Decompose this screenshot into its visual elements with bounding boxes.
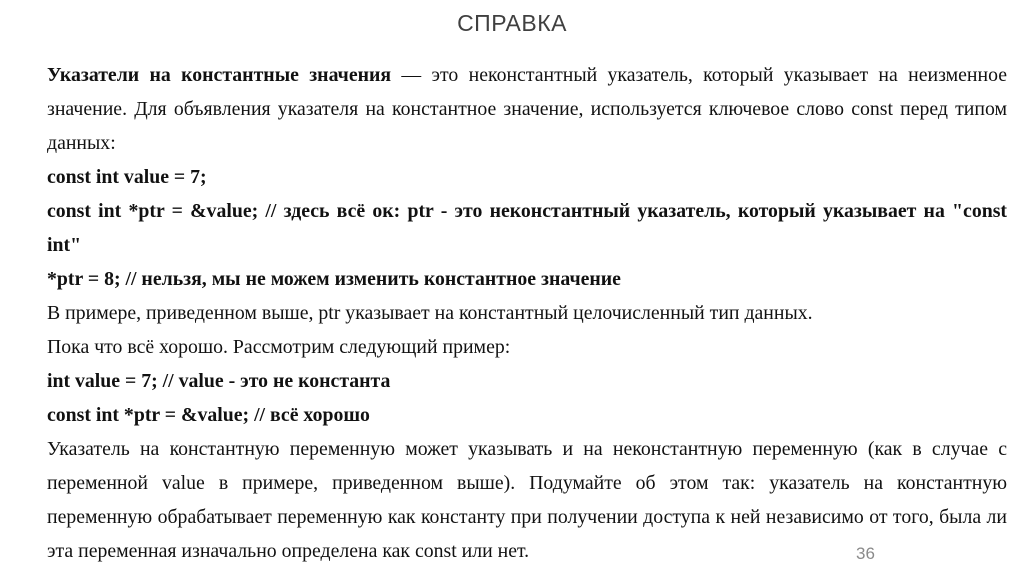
code-line-2: const int *ptr = &value; // здесь всё ок: ptr - это неконстантный указатель, который указывает на "const int" — [47, 200, 1007, 256]
conclusion-paragraph: Указатель на константную переменную может указывать и на неконстантную переменную (как в случае с переменной value в примере, приведенном выше). Подумайте об этом так: указатель на константную переменную обрабатывает переменную как константу при получении доступа к ней независимо от того, была ли эта переменная изначально определена как const или нет. — [47, 438, 1007, 562]
code-line-3: *ptr = 8; // нельзя, мы не можем изменить константное значение — [47, 268, 621, 290]
page-number: 36 — [856, 544, 875, 563]
slide-body — [47, 58, 1007, 568]
transition-paragraph: Пока что всё хорошо. Рассмотрим следующий пример: — [47, 336, 511, 358]
slide-title: СПРАВКА — [457, 10, 567, 36]
code-line-4: int value = 7; // value - это не константа — [47, 370, 391, 392]
intro-term: Указатели на константные значения — [47, 64, 392, 86]
intro-paragraph — [47, 58, 1007, 160]
code-line-5: const int *ptr = &value; // всё хорошо — [47, 404, 370, 426]
intro-text: — это неконстантный указатель, который указывает на неизменное значение. Для объявления указателя на константное значение, используется ключевое слово const перед типом данных: — [47, 64, 1007, 154]
explanation-paragraph: В примере, приведенном выше, ptr указывает на константный целочисленный тип данных. — [47, 302, 813, 324]
code-line-1: const int value = 7; — [47, 166, 207, 188]
